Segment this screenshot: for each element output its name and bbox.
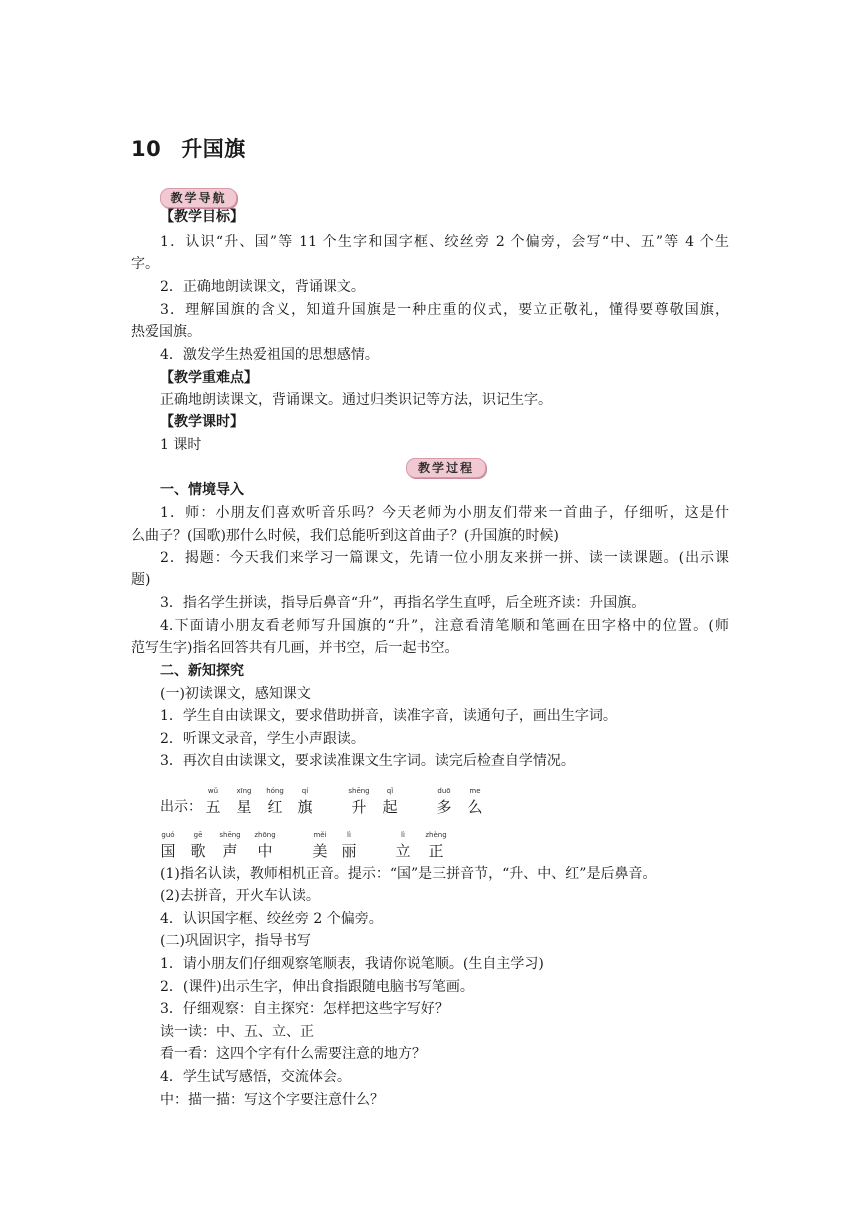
sec1-p2a: 2．揭题：今天我们来学习一篇课文，先请一位小朋友来拼一拼、读一读课题。(出示课 [160, 550, 729, 566]
sec2-w4: 4．学生试写感悟，交流体会。 [160, 1069, 351, 1085]
goal-3b: 热爱国旗。 [131, 324, 201, 340]
pinyin: zhèng [425, 831, 447, 839]
goals-heading: 【教学目标】 [160, 209, 244, 225]
pinyin: xīng [236, 787, 252, 795]
pinyin: gē [193, 831, 203, 839]
goal-1a: 1．认识“升、国”等 11 个生字和国字框、绞丝旁 2 个偏旁，会写“中、五”等 4 个生 [160, 234, 729, 250]
sec2-s4: 4．认识国字框、绞丝旁 2 个偏旁。 [160, 911, 383, 927]
sec2-w2: 2．(课件)出示生字，伸出食指跟随电脑书写笔画。 [160, 979, 474, 995]
pinyin: qǐ [386, 787, 394, 795]
sec1-p4b: 范写生字)指名回答共有几画，并书空，后一起书空。 [131, 640, 459, 656]
goal-4: 4．激发学生热爱祖国的思想感情。 [160, 347, 379, 363]
goal-2: 2．正确地朗读课文，背诵课文。 [160, 279, 365, 295]
hours-text: 1 课时 [160, 437, 202, 453]
lesson-title [131, 133, 246, 163]
hanzi: 美 [312, 842, 328, 860]
sec1-p2b: 题) [131, 572, 151, 588]
hanzi: 星 [236, 798, 252, 816]
pinyin: qí [301, 787, 309, 795]
hanzi: 声 [222, 842, 238, 860]
key-heading: 【教学重难点】 [160, 370, 258, 386]
sec2-s2: 2．听课文录音，学生小声跟读。 [160, 731, 365, 747]
sec2-w5: 中：描一描：写这个字要注意什么？ [160, 1092, 384, 1108]
sec2-r2: (2)去拼音，开火车认读。 [160, 888, 320, 904]
hanzi: 红 [267, 798, 283, 816]
hanzi: 丽 [341, 842, 357, 860]
pinyin: wǔ [207, 787, 219, 795]
sec1-p1b: 么曲子？(国歌)那什么时候，我们总能听到这首曲子？(升国旗的时候) [131, 528, 559, 544]
pinyin: shēng [348, 787, 370, 795]
hanzi: 旗 [297, 798, 313, 816]
pinyin: lì [347, 831, 351, 839]
sec1-p3: 3．指名学生拼读，指导后鼻音“升”，再指名学生直呼，后全班齐读：升国旗。 [160, 595, 646, 611]
sec1-p4a: 4.下面请小朋友看老师写升国旗的“升”，注意看清笔顺和笔画在田字格中的位置。(师 [160, 618, 729, 634]
hanzi: 起 [382, 798, 398, 816]
hanzi: 么 [467, 798, 483, 816]
hanzi: 五 [205, 798, 221, 816]
section-2-heading: 二、新知探究 [160, 663, 244, 679]
pinyin: shēng [219, 831, 241, 839]
sec2-w1: 1．请小朋友们仔细观察笔顺表，我请你说笔顺。(生自主学习) [160, 956, 544, 972]
lesson-number: 10 [131, 137, 162, 161]
hanzi: 中 [257, 842, 273, 860]
pinyin-row-1 [0, 787, 860, 827]
show-prefix: 出示： [160, 799, 202, 815]
pinyin: hóng [266, 787, 284, 795]
pinyin: me [469, 787, 481, 795]
sec2-s1: 1．学生自由读课文，要求借助拼音，读准字音，读通句子，画出生字词。 [160, 708, 617, 724]
sec2-w3b: 看一看：这四个字有什么需要注意的地方？ [160, 1046, 426, 1062]
hours-heading: 【教学课时】 [160, 414, 244, 430]
pinyin: zhōng [254, 831, 276, 839]
pinyin: guó [161, 831, 175, 839]
hanzi: 正 [428, 842, 444, 860]
teaching-process-banner: 教学过程 [406, 458, 486, 478]
sec2-r1: (1)指名认读，教师相机正音。提示：“国”是三拼音节，“升、中、红”是后鼻音。 [160, 866, 657, 882]
sec2-s3: 3．再次自由读课文，要求读准课文生字词。读完后检查自学情况。 [160, 753, 575, 769]
sec2-w3: 3．仔细观察：自主探究：怎样把这些字写好？ [160, 1001, 449, 1017]
lesson-name: 升国旗 [181, 137, 246, 161]
hanzi: 国 [160, 842, 176, 860]
pinyin: měi [313, 831, 327, 839]
hanzi: 升 [351, 798, 367, 816]
section-1-heading: 一、情境导入 [160, 482, 244, 498]
sec2-w3a: 读一读：中、五、立、正 [160, 1024, 314, 1040]
goal-3a: 3．理解国旗的含义，知道升国旗是一种庄重的仪式，要立正敬礼，懂得要尊敬国旗， [160, 302, 729, 318]
pinyin: lì [401, 831, 405, 839]
sec2-sub1: (一)初读课文，感知课文 [160, 686, 311, 702]
hanzi: 歌 [190, 842, 206, 860]
hanzi: 多 [436, 798, 452, 816]
goal-1b: 字。 [131, 256, 159, 272]
sec1-p1a: 1．师：小朋友们喜欢听音乐吗？今天老师为小朋友们带来一首曲子，仔细听，这是什 [160, 505, 729, 521]
key-text: 正确地朗读课文，背诵课文。通过归类识记等方法，识记生字。 [160, 392, 552, 408]
pinyin: duō [437, 787, 451, 795]
sec2-sub2: (二)巩固识字，指导书写 [160, 933, 311, 949]
teaching-guide-banner: 教学导航 [160, 188, 237, 208]
hanzi: 立 [395, 842, 411, 860]
